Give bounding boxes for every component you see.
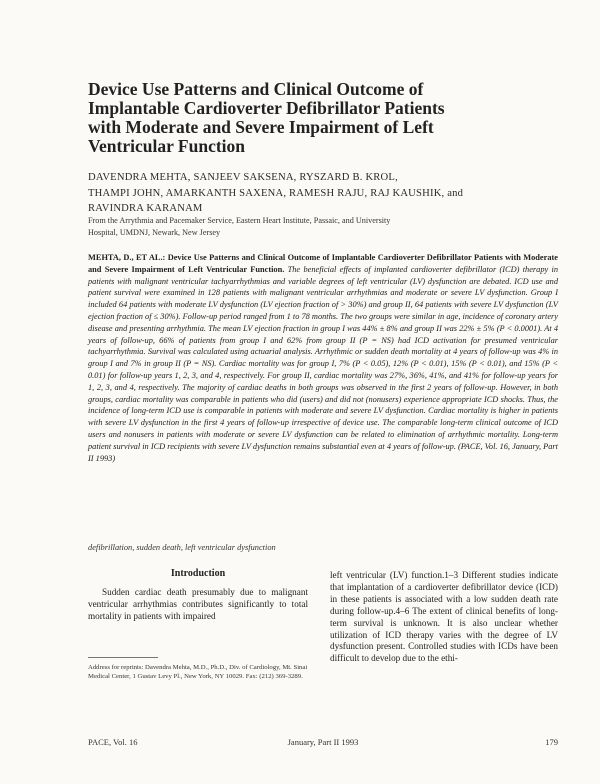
affiliation bbox=[88, 215, 558, 238]
right-column bbox=[330, 570, 558, 665]
footnote-divider bbox=[88, 657, 158, 658]
author-line: RAVINDRA KARANAM bbox=[88, 203, 203, 214]
reprint-footnote: Address for reprints: Davendra Mehta, M.D., Ph.D., Div. of Cardiology, Mt. Sinai Medical Center, 1 Gustav Levy Pl., New York, NY 10029. Fax: (212) 369-3289. bbox=[88, 663, 308, 680]
abstract-body: The beneficial effects of implanted cardioverter defibrillator (ICD) therapy in patients with malignant ventricular tachyarrhythmias and variable degrees of left ventricular (LV) dysfunction are debated. ICD use and patient survival were examined in 128 patients with malignant ventricular arrhythmias and moderate or severe LV dysfunction. Group I included 64 patients with moderate LV dysfunction (LV ejection fraction of > 30%) and group II, 64 patients with severe LV dysfunction (LV ejection fraction of ≤ 30%). Follow-up period ranged from 1 to 78 months. The two groups were similar in age, incidence of coronary artery disease and presenting arrhythmia. The mean LV ejection fraction in group I was 44% ± 8% and group II was 22% ± 5% (P < 0.0001). At 4 years of follow-up, 66% of patients from group I and 62% from group II (P = NS) had ICD activation for presumed ventricular tachyarrhythmia. Survival was calculated using actuarial analysis. Arrhythmic or sudden death mortality at 4 years of follow-up was 4% in group I and 7% in group II (P = NS). Cardiac mortality was for group I, 7% (P < 0.05), 12% (P < 0.01), 15% (P < 0.01), and 15% (P < 0.01) for follow-up years 1, 2, 3, and 4, respectively. For group II, cardiac mortality was 27%, 36%, 41%, and 41% for follow-up years for 1, 2, 3, and 4, respectively. The majority of cardiac deaths in both groups was observed in the first 2 years of follow-up. However, in both groups, cardiac mortality was comparable in patients who did (users) and did not (nonusers) experience appropriate ICD shocks. Thus, the incidence of long-term ICD use is comparable in patients with moderate and severe LV dysfunction. Cardiac mortality is higher in patients with severe LV dysfunction in the first 4 years of follow-up irrespective of device use. The comparable long-term clinical outcome of ICD users and nonusers in patients with moderate or severe LV dysfunction can be related to elimination of arrhythmic mortality. Long-term patient survival in ICD recipients with severe LV dysfunction remains substantial even at 4 years of follow-up. (PACE, Vol. 16, January, Part II 1993) bbox=[88, 264, 558, 463]
title-line: with Moderate and Severe Impairment of Left bbox=[88, 117, 434, 137]
title-line: Ventricular Function bbox=[88, 136, 246, 156]
affiliation-line: Hospital, UMDNJ, Newark, New Jersey bbox=[88, 227, 221, 237]
left-column bbox=[88, 568, 308, 681]
author-line: THAMPI JOHN, AMARKANTH SAXENA, RAMESH RAJU, RAJ KAUSHIK, and bbox=[88, 187, 464, 199]
intro-paragraph-left: Sudden cardiac death presumably due to malignant ventricular arrhythmias contributes significantly to total mortality in patients with impaired bbox=[88, 587, 308, 621]
abstract bbox=[88, 252, 558, 464]
author-line: DAVENDRA MEHTA, SANJEEV SAKSENA, RYSZARD B. KROL, bbox=[88, 172, 398, 183]
abstract-citation-lead: MEHTA, D., ET AL.: Device Use Patterns and Clinical Outcome of Implantable Cardioverter Defibrillator Patients with Moderate and Severe Impairment of Left Ventricular Function. bbox=[88, 253, 558, 274]
affiliation-line: From the Arrythmia and Pacemaker Service, Eastern Heart Institute, Passaic, and University bbox=[88, 216, 391, 225]
keywords: defibrillation, sudden death, left ventricular dysfunction bbox=[88, 543, 276, 552]
footer-journal: PACE, Vol. 16 bbox=[88, 737, 138, 747]
intro-paragraph-right: left ventricular (LV) function.1–3 Different studies indicate that implantation of a cardioverter defibrillator device (ICD) in these patients is associated with a low sudden death rate during follow-up.4–6 The extent of clinical benefits of long-term survival is unknown. It is also unclear whether utilization of ICD therapy varies with the degree of LV dysfunction present. Controlled studies with ICDs have been difficult to develop due to the ethi- bbox=[330, 570, 558, 664]
page-footer bbox=[88, 737, 558, 749]
author-list bbox=[88, 170, 558, 217]
title-line: Device Use Patterns and Clinical Outcome of bbox=[88, 79, 424, 99]
page-number: 179 bbox=[545, 737, 558, 747]
title-line: Implantable Cardioverter Defibrillator Patients bbox=[88, 98, 445, 118]
footer-issue: January, Part II 1993 bbox=[287, 737, 359, 747]
section-heading-introduction: Introduction bbox=[170, 568, 226, 579]
article-title bbox=[88, 80, 558, 156]
